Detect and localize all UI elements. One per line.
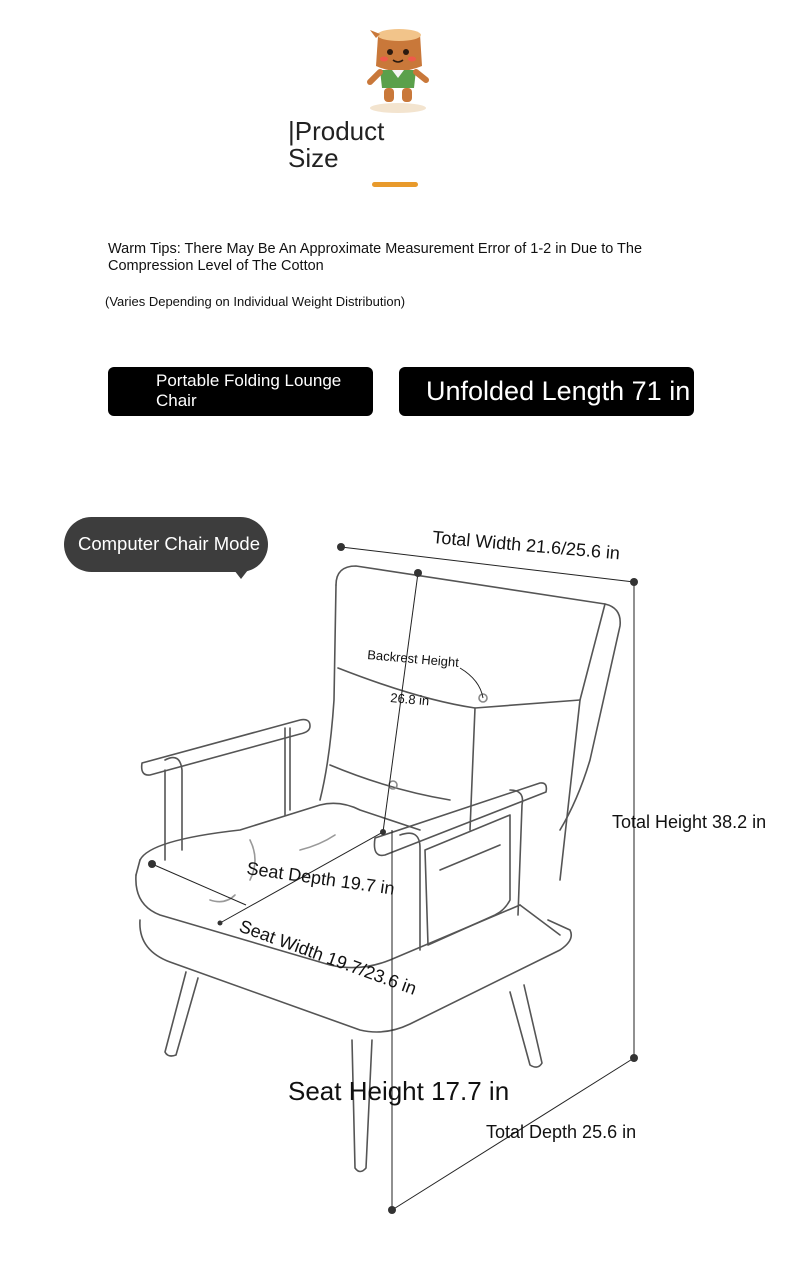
backrest-height-value: 26.8 in (389, 690, 430, 709)
seat-width-label: Seat Width 19.7/23.6 in (236, 915, 420, 999)
seat-width-line (152, 864, 246, 905)
weight-note-text: (Varies Depending on Individual Weight Distribution) (105, 294, 406, 309)
total-depth-label: Total Depth 25.6 in (486, 1122, 637, 1142)
unfolded-length-label: Unfolded Length 71 in (426, 376, 691, 406)
title-line-1: |Product (288, 116, 385, 146)
backrest-callout-line (460, 668, 483, 698)
title-line-2: Size (288, 143, 339, 173)
bubble-tail (234, 570, 248, 579)
backrest-height-label: Backrest Height (366, 647, 460, 670)
mode-bubble (64, 517, 268, 572)
total-width-label: Total Width 21.6/25.6 in (431, 527, 621, 564)
seat-depth-label: Seat Depth 19.7 in (245, 858, 396, 899)
warm-tip-text: Warm Tips: There May Be An Approximate Measurement Error of 1-2 in Due to The Compression Level of The Cotton (108, 241, 643, 274)
product-name-label: Portable Folding Lounge Chair (156, 371, 342, 410)
mode-bubble-label: Computer Chair Mode (78, 533, 260, 554)
total-height-label: Total Height 38.2 in (612, 812, 767, 832)
seat-height-label: Seat Height 17.7 in (288, 1076, 510, 1106)
